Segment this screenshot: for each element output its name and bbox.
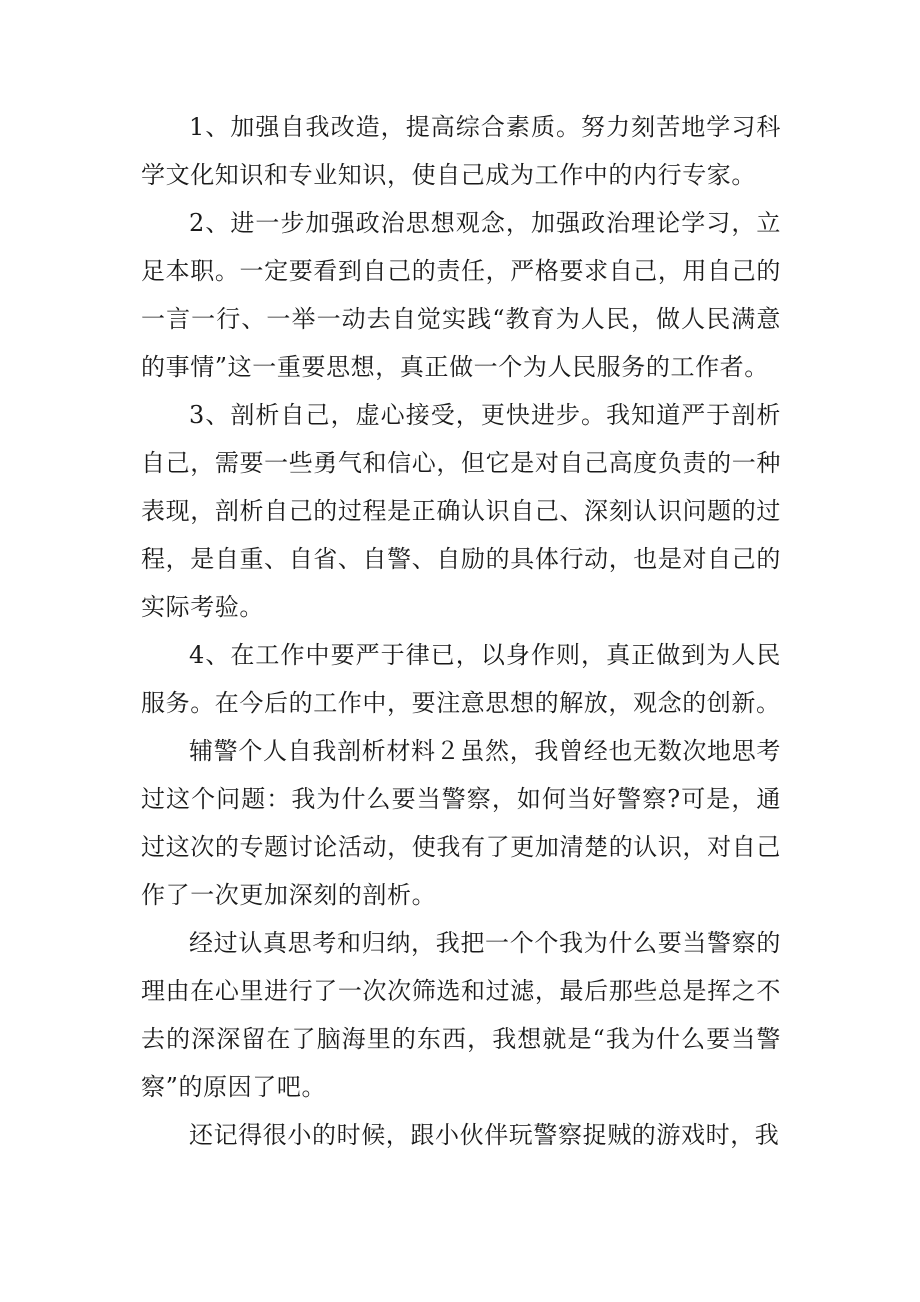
- paragraph-reasons: 经过认真思考和归纳，我把一个个我为什么要当警察的理由在心里进行了一次次筛选和过滤，最后那些总是挥之不去的深深留在了脑海里的东西，我想就是“我为什么要当警察”的原因了吧。: [141, 929, 781, 1101]
- paragraph-self-analysis: 3、剖析自己，虚心接受，更快进步。我知道严于剖析自己，需要一些勇气和信心，但它是对自己高度负责的一种表现，剖析自己的过程是正确认识自己、深刻认识问题的过程，是自重、自省、自警、自励的具体行动，也是对自己的实际考验。: [141, 401, 781, 621]
- paragraph-childhood-memory: 还记得很小的时候，跟小伙伴玩警察捉贼的游戏时，我: [189, 1121, 780, 1149]
- document-body: [141, 103, 781, 1159]
- paragraph-material-2-intro: 辅警个人自我剖析材料２虽然，我曾经也无数次地思考过这个问题：我为什么要当警察，如何当好警察?可是，通过这次的专题讨论活动，使我有了更加清楚的认识，对自己作了一次更加深刻的剖析。: [141, 737, 781, 909]
- paragraph-political-study: 2、进一步加强政治思想观念，加强政治理论学习，立足本职。一定要看到自己的责任，严格要求自己，用自己的一言一行、一举一动去自觉实践“教育为人民，做人民满意的事情”这一重要思想，真正做一个为人民服务的工作者。: [141, 209, 781, 381]
- paragraph-self-discipline: 4、在工作中要严于律已，以身作则，真正做到为人民服务。在今后的工作中，要注意思想的解放，观念的创新。: [141, 641, 781, 717]
- paragraph-self-improvement: 1、加强自我改造，提高综合素质。努力刻苦地学习科学文化知识和专业知识，使自己成为工作中的内行专家。: [141, 113, 781, 189]
